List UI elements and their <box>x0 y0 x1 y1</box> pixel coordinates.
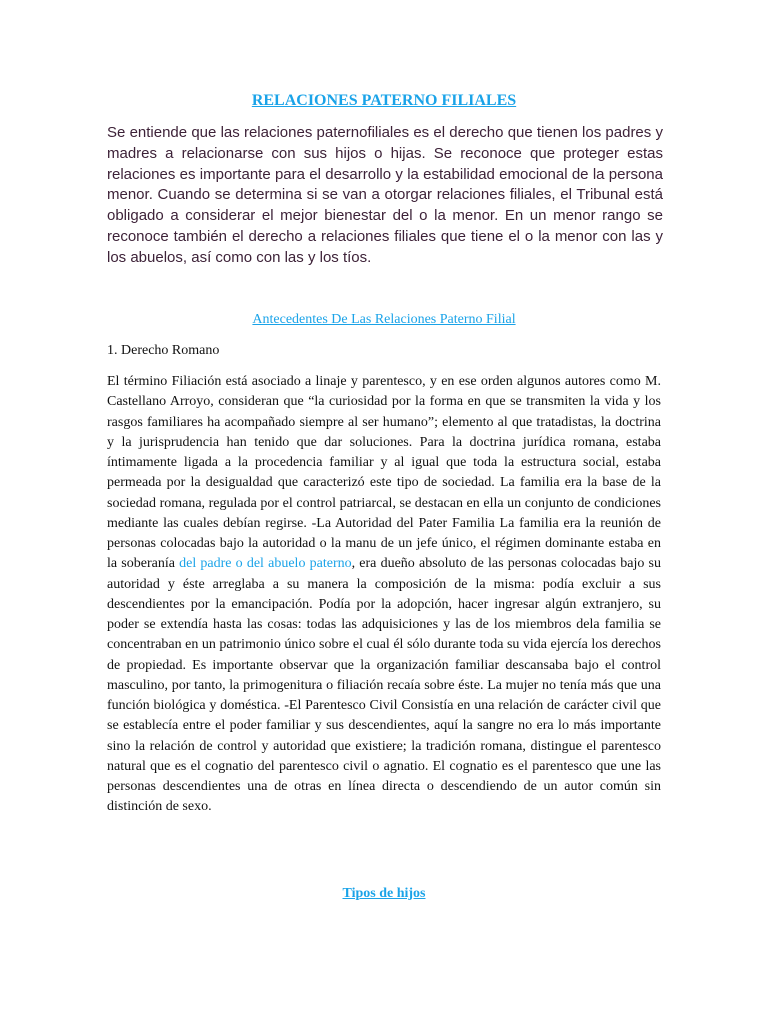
body-text-before-link: El término Filiación está asociado a linaje y parentesco, y en ese orden algunos autores como M. Castellano Arroyo, consideran que “la curiosidad por la forma en que se transmiten la vida y los rasgos familiares ha acompañado siempre al ser humano”; elemento al que tratadistas, la doctrina y la jurisprudencia han tenido que dar soluciones. Para la doctrina jurídica romana, estaba íntimamente ligada a la procedencia familiar y al igual que toda la estructura social, estaba permeada por la desigualdad que caracterizó este tipo de sociedad. La familia era la base de la sociedad romana, regulada por el control patriarcal, se destacan en ella un conjunto de condiciones mediante las cuales debían regirse. -La Autoridad del Pater Familia La familia era la reunión de personas colocadas bajo la autoridad o la manu de un jefe único, el régimen dominante estaba en la soberanía <box>107 374 661 572</box>
section-subtitle-link[interactable]: Antecedentes De Las Relaciones Paterno Filial <box>252 312 516 327</box>
body-text-after-link: , era dueño absoluto de las personas colocadas bajo su autoridad y éste arreglaba a su manera la composición de la misma: podía excluir a sus descendientes por la emancipación. Podía por la adopción, hacer ingresar algún extranjero, su poder se extendía hasta las cosas: todas las adquisiciones y las de los miembros dela familia se concentraban en un patrimonio único sobre el cual él sólo durante toda su vida ejercía los derechos de propiedad. Es importante observar que la organización familiar descansaba bajo el control masculino, por tanto, la primogenitura o filiación recaía sobre éste. La mujer no tenía más que una función biológica y doméstica. -El Parentesco Civil Consistía en una relación de carácter civil que se establecía entre el poder familiar y sus descendientes, aquí la sangre no era lo más importante sino la relación de control y autoridad que existiere; la tradición romana, distingue el parentesco natural que es el cognatio del parentesco civil o agnatio. El cognatio es el parentesco que une las personas descendientes una de otras en línea directa o descendiendo de un autor común sin distinción de sexo. <box>107 556 662 815</box>
inline-link[interactable]: del padre o del abuelo paterno <box>179 556 352 572</box>
intro-paragraph: Se entiende que las relaciones paternofiliales es el derecho que tienen los padres y madres a relacionarse con sus hijos o hijas. Se reconoce que proteger estas relaciones es importante para el desarrollo y la estabilidad emocional de la persona menor. Cuando se determina si se van a otorgar relaciones filiales, el Tribunal está obligado a considerar el mejor bienestar del o la menor. En un menor rango se reconoce también el derecho a relaciones filiales que tiene el o la menor con las y los abuelos, así como con las y los tíos. <box>107 124 663 266</box>
document-title: RELACIONES PATERNO FILIALES <box>251 92 517 109</box>
tipos-de-hijos-heading-link[interactable]: Tipos de hijos <box>342 886 426 901</box>
section-heading: 1. Derecho Romano <box>107 343 220 358</box>
body-paragraph <box>107 372 661 818</box>
